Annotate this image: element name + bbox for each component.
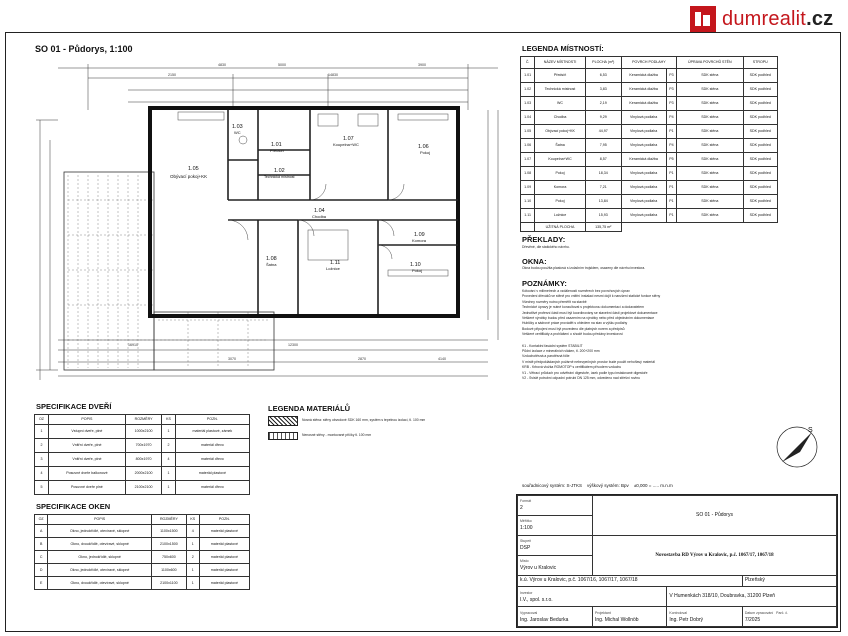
table-cell: SDK podhled	[743, 83, 777, 97]
col-ceiling: STROPU	[743, 57, 777, 69]
note-line: Veškeré certifikáty a prohlášení o shodě budou předány investorovi	[522, 332, 623, 337]
level-note: souřadnicový systém: S-JTKS výškový systém: Bpv ±0,000 = ..... m.n.m	[522, 483, 673, 488]
window-spec-title: SPECIFIKACE OKEN	[36, 502, 111, 511]
room-legend-table	[520, 56, 778, 232]
site-value: k.ú. Výrov u Kralovic, p.č. 1067/16, 1067/17, 1067/18	[518, 575, 743, 587]
table-cell: 9,29	[585, 111, 621, 125]
room-106-name: Pokoj	[420, 150, 431, 155]
room-row	[521, 181, 778, 195]
room-row	[521, 83, 778, 97]
table-cell: 1	[162, 481, 176, 495]
room-legend-title: LEGENDA MÍSTNOSTÍ:	[522, 44, 604, 53]
lintels-text: Dřevěné, dle statického návrhu.	[522, 245, 570, 249]
door-row	[35, 481, 250, 495]
table-cell: 4	[35, 467, 49, 481]
table-cell: 15,93	[585, 209, 621, 223]
table-cell: SDK stěna	[677, 69, 743, 83]
hatch-swatch	[268, 416, 298, 426]
window-row	[35, 538, 250, 551]
table-cell: WC	[535, 97, 586, 111]
table-cell: 1.06	[521, 139, 535, 153]
table-cell: 2100x1100	[152, 577, 187, 590]
table-cell: Keramická dlažba	[621, 83, 666, 97]
material-legend	[268, 416, 508, 440]
table-cell: 3	[35, 453, 49, 467]
door-row	[35, 453, 250, 467]
svg-text:3070: 3070	[228, 357, 236, 361]
room-110-num: 1.10	[410, 262, 421, 268]
note-line: Bodové připojení musí být provedeno dle platných norem a předpisů	[522, 326, 625, 331]
table-cell: 8,57	[585, 153, 621, 167]
table-cell: SDK podhled	[743, 181, 777, 195]
author-value: Ing. Jaroslav Bedurka	[520, 616, 569, 623]
table-cell: 1.05	[521, 125, 535, 139]
table-cell: D	[35, 564, 48, 577]
total-area-label: UŽITNÁ PLOCHA	[535, 223, 586, 232]
svg-text:4140: 4140	[438, 357, 446, 361]
col-area: PLOCHA (m²)	[585, 57, 621, 69]
table-cell: SDK podhled	[743, 139, 777, 153]
room-102-num: 1.02	[274, 168, 285, 174]
total-area-value: 135,75 m²	[585, 223, 621, 232]
windows-note-text: Okna budou použita plastová s izolačním trojsklem, osazeny dle návrhu investora.	[522, 266, 646, 270]
table-cell: SDK podhled	[743, 167, 777, 181]
table-cell: materiál plastové	[199, 525, 249, 538]
table-cell: materiál dřevo	[175, 439, 249, 453]
note-line: K1 - Kontaktní fasádní systém STABILIT	[522, 343, 583, 348]
note-line: Vzduchotěsná a parotěsná fólie	[522, 354, 570, 359]
table-cell: P3	[666, 97, 677, 111]
window-row	[35, 525, 250, 538]
svg-text:3900: 3900	[418, 63, 426, 67]
table-cell: 1.04	[521, 111, 535, 125]
table-cell: 2000x2100	[125, 467, 161, 481]
window-row	[35, 551, 250, 564]
room-108-name: Šatna	[266, 262, 277, 267]
table-cell: SDK stěna	[677, 83, 743, 97]
room-108-num: 1.08	[266, 256, 277, 262]
table-cell: 2100x2100	[125, 481, 161, 495]
investor-value: I.V., spol. s.r.o.	[520, 596, 553, 603]
table-cell: 4	[186, 525, 199, 538]
table-cell: Vnitřní dveře, plné	[48, 453, 125, 467]
table-cell: Chodba	[535, 111, 586, 125]
room-110-name: Pokoj	[412, 268, 423, 273]
room-105-name: Obývací pokoj+KK	[170, 174, 208, 179]
hatch-swatch	[268, 432, 298, 440]
table-cell: 1000x2100	[125, 425, 161, 439]
table-cell: 2	[35, 439, 49, 453]
place-value: Výrov u Kralovic	[520, 565, 557, 572]
svg-text:5000: 5000	[278, 63, 286, 67]
material-item: Nosná stěna: stěny obvodové SDK 160 mm, systém s tepelnou izolací, tl. 100 mm	[302, 418, 426, 423]
table-cell: Okno, jednokřídlé, otevíravé, sklopné	[48, 525, 152, 538]
table-cell: Posuvné dveře balkonové	[48, 467, 125, 481]
checked-value: Ing. Petr Dobrý	[669, 616, 704, 623]
table-cell: 6,53	[585, 69, 621, 83]
room-101-num: 1.01	[271, 142, 282, 148]
table-cell: Pokoj	[535, 167, 586, 181]
table-cell: Obývací pokoj+KK	[535, 125, 586, 139]
room-row	[521, 69, 778, 83]
table-cell: 1100x600	[152, 564, 187, 577]
col-walls: ÚPRAVA POVRCHŮ STĚN	[677, 57, 743, 69]
room-104-name: Chodba	[312, 214, 327, 219]
notes-title: POZNÁMKY:	[522, 279, 567, 288]
window-row	[35, 577, 250, 590]
table-cell: 1	[35, 425, 49, 439]
table-cell: materiál plastové, zámek	[175, 425, 249, 439]
svg-text:4830: 4830	[218, 63, 226, 67]
room-109-num: 1.09	[414, 232, 425, 238]
table-cell: Vinylová podlaha	[621, 181, 666, 195]
table-cell: 18,34	[585, 167, 621, 181]
table-cell: Vinylová podlaha	[621, 111, 666, 125]
table-cell: Keramická dlažba	[621, 153, 666, 167]
table-cell: materiál dřevo	[175, 481, 249, 495]
table-cell: 1.07	[521, 153, 535, 167]
room-106-num: 1.06	[418, 144, 429, 150]
svg-text:14830: 14830	[328, 73, 338, 77]
col-floor: POVRCH PODLAHY	[621, 57, 676, 69]
note-line: V2 - Svislé potrubní odpadní potrubí DN 125 mm, odvedeno nad střešní rovinu	[522, 376, 640, 381]
table-cell: Šatna	[535, 139, 586, 153]
table-cell: materiál plastové	[199, 577, 249, 590]
svg-text:S: S	[808, 427, 813, 434]
table-cell: 1	[186, 538, 199, 551]
table-cell: 1100x1500	[152, 525, 187, 538]
material-legend-title: LEGENDA MATERIÁLŮ	[268, 404, 351, 413]
title-block: Formát 2 SO 01 - Půdorys Měřítko 1:100 Stupeň DSP Novostavba RD Výrov u Kralovic, p.č. 1067/17, 1067/18 Místo Výrov u Kralovic k.ú. Výrov u Kralovic, p.č. 1067/16, 1067/17, 1067/18 Plzeňský Investor I.V., spol. s.r.o. V Humenkách 318/10, Doubravka, 31200 Plzeň Vypracoval Ing. Jaroslav Bedurka Projektant Ing. Michal Wollnöb Kontroloval Ing. Petr Dobrý Datum zpracování Parč. č. 7/2025	[516, 494, 838, 628]
svg-text:2150: 2150	[168, 73, 176, 77]
table-cell: 2	[186, 551, 199, 564]
room-row	[521, 111, 778, 125]
floor-plan	[28, 50, 510, 390]
table-cell: SDK stěna	[677, 111, 743, 125]
table-cell: SDK stěna	[677, 209, 743, 223]
table-cell: Vinylová podlaha	[621, 167, 666, 181]
door-row	[35, 425, 250, 439]
note-line: Hubičky a sádrové práce provádět s ohledem na stav a výšku podlahy	[522, 321, 628, 326]
note-line: Provedení dřeváků ve stěně pro vnitřní instalaci nesmí dojít k narušení statické funkce stěny	[522, 294, 661, 299]
table-cell: 1.03	[521, 97, 535, 111]
table-cell: A	[35, 525, 48, 538]
note-line: Jednotlivé profesní části musí být koordinovány se stavební částí projektové dokumentace	[522, 310, 658, 315]
table-cell: Vinylová podlaha	[621, 209, 666, 223]
house-icon	[690, 6, 716, 32]
table-cell: SDK stěna	[677, 139, 743, 153]
room-row	[521, 153, 778, 167]
table-cell: materiál plastové	[199, 564, 249, 577]
table-cell: Pokoj	[535, 195, 586, 209]
table-cell: SDK podhled	[743, 111, 777, 125]
table-cell: Vstupní dveře, plné	[48, 425, 125, 439]
table-cell: P1	[666, 167, 677, 181]
table-cell: Keramická dlažba	[621, 69, 666, 83]
brand-logo[interactable]	[690, 2, 833, 36]
table-cell: E	[35, 577, 48, 590]
table-cell: SDK stěna	[677, 125, 743, 139]
table-cell: 1	[162, 425, 176, 439]
table-cell: Technická místnost	[535, 83, 586, 97]
note-line: V1 - Větrací průduch pro odvětrání digestoře, úsek podle typu instalované digestoře	[522, 370, 648, 375]
col-room-name: NÁZEV MÍSTNOSTI	[535, 57, 586, 69]
room-107-num: 1.07	[343, 136, 354, 142]
windows-note-title: OKNA:	[522, 257, 547, 266]
room-row	[521, 167, 778, 181]
table-cell: Komora	[535, 181, 586, 195]
table-cell: SDK podhled	[743, 97, 777, 111]
table-cell: 5	[35, 481, 49, 495]
table-cell: Posuvné dveře plné	[48, 481, 125, 495]
format-value: 2	[520, 505, 523, 512]
table-cell: Okno, dvoukřídlé, otevíravé, sklopné	[48, 538, 152, 551]
room-103-name: WC	[234, 130, 241, 135]
table-cell: B	[35, 538, 48, 551]
table-cell: P4	[666, 111, 677, 125]
lintels-title: PŘEKLADY:	[522, 235, 566, 244]
designer-value: Ing. Michal Wollnöb	[595, 616, 639, 623]
table-cell: SDK stěna	[677, 195, 743, 209]
svg-text:12300: 12300	[288, 343, 298, 347]
room-101-name: Předsíň	[270, 148, 284, 153]
table-cell: 750x600	[152, 551, 187, 564]
table-cell: SDK podhled	[743, 125, 777, 139]
room-109-name: Komora	[412, 238, 427, 243]
table-cell: 44,97	[585, 125, 621, 139]
table-cell: SDK podhled	[743, 69, 777, 83]
table-cell: Okno, dvoukřídlé, otevíravé, sklopné	[48, 577, 152, 590]
drawing-title: SO 01 - Půdorys, 1:100	[35, 44, 133, 54]
room-105-num: 1.05	[188, 166, 199, 172]
note-line: Všechny rozměry nutno přeměřit na stavbě	[522, 299, 587, 304]
table-cell: SDK stěna	[677, 153, 743, 167]
table-cell: 1	[186, 564, 199, 577]
table-cell: C	[35, 551, 48, 564]
table-cell: P5	[666, 153, 677, 167]
table-cell: 1.10	[521, 195, 535, 209]
address-value: V Humenkách 318/10, Doubravka, 31200 Plzeň	[667, 587, 837, 607]
door-row	[35, 439, 250, 453]
title-drawing-name: SO 01 - Půdorys	[593, 496, 837, 536]
room-107-name: Koupelna+WC	[333, 142, 359, 147]
table-cell: 800x1970	[125, 453, 161, 467]
table-cell: P3	[666, 83, 677, 97]
note-line: Kótování v milimetrech a vzdálenosti rozměrech bez povrchových úprav	[522, 289, 630, 293]
table-cell: SDK stěna	[677, 97, 743, 111]
table-cell: Okno, jednokřídlé, otevíravé, sklopné	[48, 564, 152, 577]
table-cell: 700x1970	[125, 439, 161, 453]
table-cell: 1.01	[521, 69, 535, 83]
table-cell: 13,84	[585, 195, 621, 209]
table-cell: 7,21	[585, 181, 621, 195]
table-cell: 1.09	[521, 181, 535, 195]
table-cell: Vinylová podlaha	[621, 139, 666, 153]
table-cell: 1	[186, 577, 199, 590]
table-cell: 2,19	[585, 97, 621, 111]
table-cell: P3	[666, 69, 677, 83]
table-cell: Koupelna+WC	[535, 153, 586, 167]
window-row	[35, 564, 250, 577]
room-102-name: Technická místnost	[264, 175, 295, 179]
table-cell: materiál plastové	[199, 538, 249, 551]
note-line: Veškeré výrobky budou před osazením na výrobky nebo před objednáním dokumentace	[522, 316, 655, 321]
table-cell: 1.11	[521, 209, 535, 223]
table-cell: 1.08	[521, 167, 535, 181]
table-cell: Vnitřní dveře, plné	[48, 439, 125, 453]
stage-value: DSP	[520, 545, 531, 552]
table-cell: Okno, jednokřídlé, sklopné	[48, 551, 152, 564]
north-arrow-icon	[772, 422, 822, 472]
brand-tld: .cz	[806, 7, 834, 30]
door-spec-title: SPECIFIKACE DVEŘÍ	[36, 402, 112, 411]
room-row	[521, 125, 778, 139]
table-cell: SDK podhled	[743, 209, 777, 223]
table-cell: Předsíň	[535, 69, 586, 83]
window-spec-table: OZ POPIS ROZMĚRY KS POZN. A Okno, jednokřídlé, otevíravé, sklopné 1100x1500 4 materiál plastové B Okno, dvoukřídlé, otevíravé, sklopné 2100x1500 1 materiál plastové C Okno, jednokřídlé, sklopné 750x600 2 materiál plastové D Okno, jednokřídlé, otevíravé, sklopné 1100x600 1 materiál plastové E Okno, dvoukřídlé, otevíravé, sklopné 2100x1100 1 materiál plastové	[34, 514, 250, 590]
table-cell: P1	[666, 125, 677, 139]
table-cell: P1	[666, 209, 677, 223]
note-line: V místě předpokládaných požárně nebezpečných prostor bude použit nehořlavý materiál	[522, 359, 655, 364]
table-cell: materiál dřevo	[175, 453, 249, 467]
date-value: 7/2025	[744, 616, 761, 623]
table-cell: 2	[162, 439, 176, 453]
room-row	[521, 195, 778, 209]
table-cell: SDK stěna	[677, 167, 743, 181]
table-cell: SDK stěna	[677, 181, 743, 195]
room-111-name: Ložnice	[326, 266, 340, 271]
room-103-num: 1.03	[232, 124, 243, 130]
table-cell: Vinylová podlaha	[621, 125, 666, 139]
door-spec-table: OZ POPIS ROZMĚRY KS POZN. 1 Vstupní dveře, plné 1000x2100 1 materiál plastové, zámek 2 Vnitřní dveře, plné 700x1970 2 materiál dřevo 3 Vnitřní dveře, plné 800x1970 4 materiál dřevo 4 Posuvné dveře balkonové 2000x2100 1 materiál plastové 5 Posuvné dveře plné 2100x2100 1 materiál dřevo	[34, 414, 250, 495]
table-cell: 7,95	[585, 139, 621, 153]
room-row	[521, 139, 778, 153]
note-line: KRB - Krbová vložka ROMOTOP s certifikátem přívodem vzduchu	[522, 365, 622, 370]
note-line: Technické úpravy je nutné konzultovat s projektovou dokumentací a dodavatelem	[522, 305, 644, 310]
table-cell: P1	[666, 181, 677, 195]
notes-list	[522, 289, 772, 382]
room-111-num: 1.11	[330, 260, 341, 266]
brand-name: dumrealit	[722, 7, 807, 30]
table-cell: Keramická dlažba	[621, 97, 666, 111]
scale-value: 1:100	[520, 525, 533, 532]
table-cell: 2100x1500	[152, 538, 187, 551]
material-item: Nenosné stěny - montované příčky tl. 100 mm	[302, 433, 372, 438]
room-104-num: 1.04	[314, 208, 325, 214]
table-cell: materiál plastové	[199, 551, 249, 564]
svg-text:2870: 2870	[358, 357, 366, 361]
room-row	[521, 209, 778, 223]
table-cell: 1	[162, 467, 176, 481]
region-value: Plzeňský	[742, 575, 836, 587]
table-cell: materiál plastové	[175, 467, 249, 481]
table-cell: SDK podhled	[743, 153, 777, 167]
table-cell: P1	[666, 195, 677, 209]
door-row	[35, 467, 250, 481]
table-cell: 4	[162, 453, 176, 467]
table-cell: Ložnice	[535, 209, 586, 223]
project-name: Novostavba RD Výrov u Kralovic, p.č. 1067/17, 1067/18	[593, 535, 837, 575]
table-cell: P4	[666, 139, 677, 153]
note-line: Půdní izolace z minerálních vláken, tl. 200+200 mm	[522, 349, 600, 354]
table-cell: 3,83	[585, 83, 621, 97]
table-cell: SDK podhled	[743, 195, 777, 209]
table-cell: 1.02	[521, 83, 535, 97]
table-cell: Vinylová podlaha	[621, 195, 666, 209]
room-row	[521, 97, 778, 111]
col-number: Č.	[521, 57, 535, 69]
svg-text:16910: 16910	[128, 343, 138, 347]
